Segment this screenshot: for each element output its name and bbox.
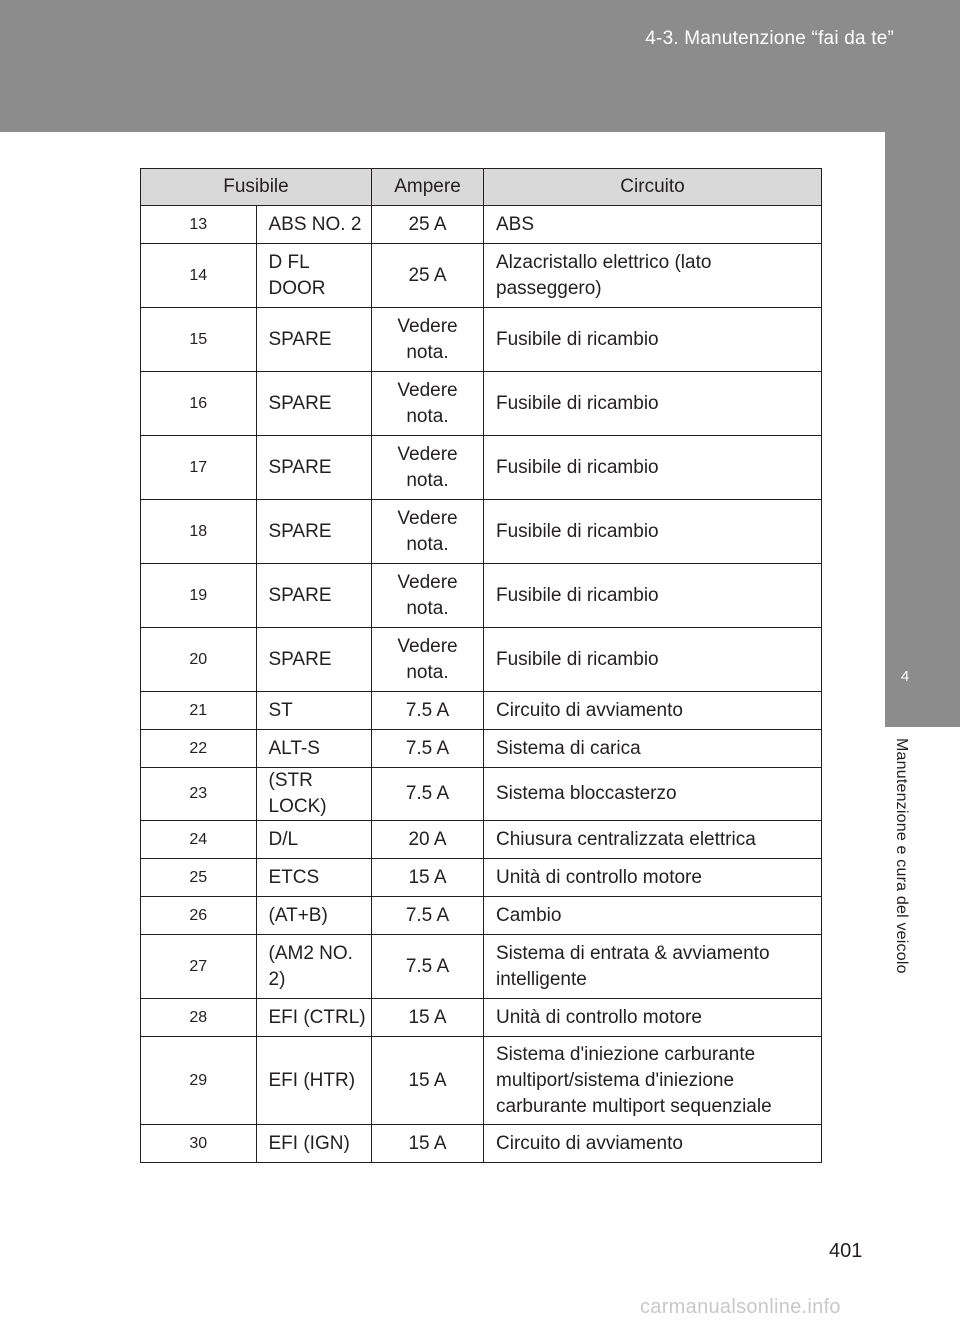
fuse-number-cell: 17 [141, 436, 257, 500]
fuse-name-cell: SPARE [256, 372, 372, 436]
fuse-number-cell: 23 [141, 768, 257, 821]
fuse-name-cell: ALT-S [256, 730, 372, 768]
table-row [141, 564, 822, 628]
table-row [141, 372, 822, 436]
fuse-name-cell: D FL DOOR [256, 244, 372, 308]
fuse-ampere-cell: 7.5 A [372, 897, 484, 935]
table-row [141, 692, 822, 730]
fuse-ampere-cell: 20 A [372, 821, 484, 859]
header-fuse: Fusibile [141, 169, 372, 206]
fuse-ampere-cell: Vedere nota. [372, 436, 484, 500]
fuse-ampere-cell: Vedere nota. [372, 372, 484, 436]
fuse-name-cell: D/L [256, 821, 372, 859]
fuse-ampere-cell: 25 A [372, 244, 484, 308]
table-row [141, 244, 822, 308]
table-row [141, 859, 822, 897]
fuse-circuit-cell: Circuito di avviamento [484, 692, 822, 730]
fuse-ampere-cell: 25 A [372, 206, 484, 244]
fuse-circuit-cell: Sistema di entrata & avviamento intelligente [484, 935, 822, 999]
fuse-ampere-cell: 15 A [372, 999, 484, 1037]
watermark: carmanualsonline.info [640, 1296, 841, 1318]
fuse-name-cell: (AT+B) [256, 897, 372, 935]
fuse-name-cell: SPARE [256, 500, 372, 564]
fuse-ampere-cell: 7.5 A [372, 768, 484, 821]
fuse-ampere-cell: Vedere nota. [372, 500, 484, 564]
fuse-circuit-cell: Unità di controllo motore [484, 859, 822, 897]
fuse-circuit-cell: Fusibile di ricambio [484, 628, 822, 692]
fuse-ampere-cell: Vedere nota. [372, 628, 484, 692]
fuse-table [140, 168, 822, 1163]
table-header-row [141, 169, 822, 206]
fuse-number-cell: 30 [141, 1125, 257, 1163]
fuse-number-cell: 18 [141, 500, 257, 564]
fuse-number-cell: 26 [141, 897, 257, 935]
table-row [141, 436, 822, 500]
fuse-ampere-cell: 15 A [372, 1125, 484, 1163]
fuse-name-cell: EFI (IGN) [256, 1125, 372, 1163]
table-row [141, 999, 822, 1037]
header-ampere: Ampere [372, 169, 484, 206]
fuse-number-cell: 27 [141, 935, 257, 999]
header-bar [0, 0, 960, 132]
fuse-circuit-cell: ABS [484, 206, 822, 244]
fuse-circuit-cell: Fusibile di ricambio [484, 564, 822, 628]
table-row [141, 206, 822, 244]
table-row [141, 308, 822, 372]
fuse-circuit-cell: Circuito di avviamento [484, 1125, 822, 1163]
fuse-circuit-cell: Chiusura centralizzata elettrica [484, 821, 822, 859]
fuse-table-body [141, 206, 822, 1163]
fuse-number-cell: 15 [141, 308, 257, 372]
table-row [141, 1125, 822, 1163]
fuse-name-cell: (AM2 NO. 2) [256, 935, 372, 999]
fuse-name-cell: EFI (CTRL) [256, 999, 372, 1037]
table-row [141, 1037, 822, 1125]
fuse-circuit-cell: Alzacristallo elettrico (lato passeggero) [484, 244, 822, 308]
fuse-circuit-cell: Cambio [484, 897, 822, 935]
fuse-circuit-cell: Fusibile di ricambio [484, 500, 822, 564]
table-row [141, 628, 822, 692]
fuse-name-cell: ST [256, 692, 372, 730]
fuse-ampere-cell: 7.5 A [372, 935, 484, 999]
chapter-label: Manutenzione e cura del veicolo [893, 738, 910, 974]
fuse-number-cell: 25 [141, 859, 257, 897]
table-row [141, 768, 822, 821]
chapter-number: 4 [900, 668, 910, 685]
fuse-circuit-cell: Sistema di carica [484, 730, 822, 768]
fuse-name-cell: SPARE [256, 628, 372, 692]
header-circuit: Circuito [484, 169, 822, 206]
fuse-circuit-cell: Sistema d'iniezione carburante multiport/sistema d'iniezione carburante multiport sequenziale [484, 1037, 822, 1125]
table-row [141, 730, 822, 768]
fuse-circuit-cell: Sistema bloccasterzo [484, 768, 822, 821]
fuse-ampere-cell: 15 A [372, 1037, 484, 1125]
fuse-name-cell: SPARE [256, 308, 372, 372]
fuse-name-cell: ABS NO. 2 [256, 206, 372, 244]
fuse-ampere-cell: 7.5 A [372, 692, 484, 730]
chapter-side-tab [885, 132, 960, 727]
fuse-number-cell: 14 [141, 244, 257, 308]
table-row [141, 897, 822, 935]
fuse-circuit-cell: Fusibile di ricambio [484, 372, 822, 436]
fuse-ampere-cell: Vedere nota. [372, 564, 484, 628]
page-number: 401 [829, 1240, 863, 1262]
fuse-number-cell: 24 [141, 821, 257, 859]
fuse-number-cell: 20 [141, 628, 257, 692]
table-row [141, 821, 822, 859]
fuse-number-cell: 16 [141, 372, 257, 436]
fuse-number-cell: 19 [141, 564, 257, 628]
fuse-ampere-cell: 15 A [372, 859, 484, 897]
fuse-name-cell: ETCS [256, 859, 372, 897]
fuse-number-cell: 28 [141, 999, 257, 1037]
fuse-number-cell: 29 [141, 1037, 257, 1125]
fuse-name-cell: SPARE [256, 436, 372, 500]
section-title: 4-3. Manutenzione “fai da te” [645, 28, 894, 49]
fuse-name-cell: SPARE [256, 564, 372, 628]
fuse-number-cell: 13 [141, 206, 257, 244]
fuse-name-cell: EFI (HTR) [256, 1037, 372, 1125]
fuse-name-cell: (STR LOCK) [256, 768, 372, 821]
fuse-number-cell: 21 [141, 692, 257, 730]
fuse-ampere-cell: 7.5 A [372, 730, 484, 768]
fuse-ampere-cell: Vedere nota. [372, 308, 484, 372]
table-row [141, 500, 822, 564]
fuse-circuit-cell: Fusibile di ricambio [484, 308, 822, 372]
fuse-number-cell: 22 [141, 730, 257, 768]
fuse-circuit-cell: Unità di controllo motore [484, 999, 822, 1037]
table-row [141, 935, 822, 999]
fuse-circuit-cell: Fusibile di ricambio [484, 436, 822, 500]
